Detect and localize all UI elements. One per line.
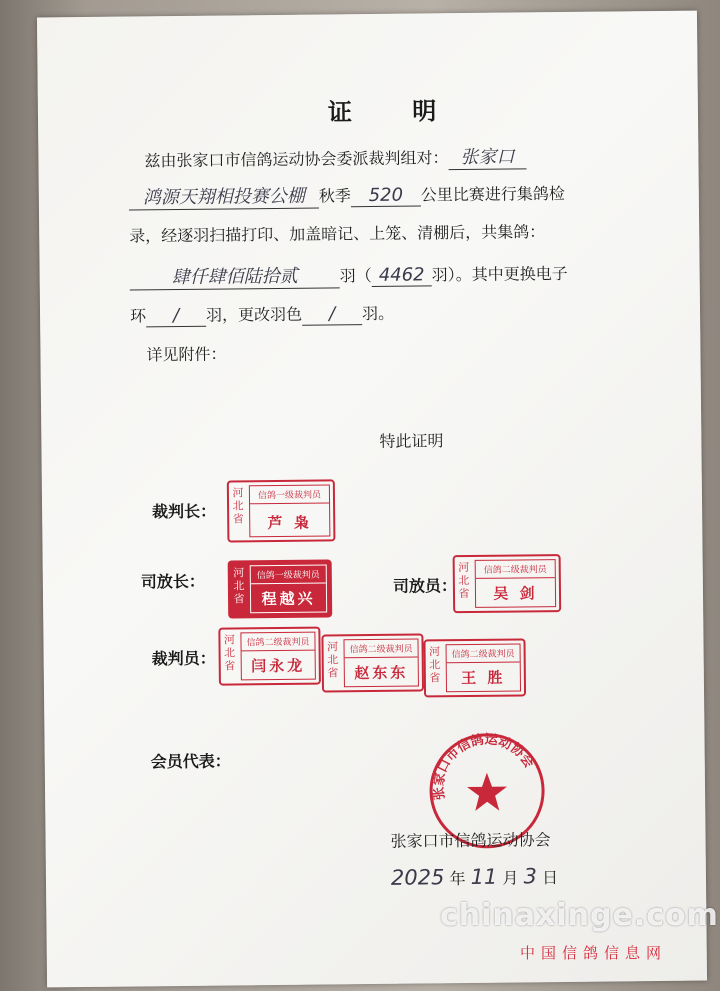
attachment-note: 详见附件： — [146, 344, 227, 365]
referee2-stamp: 河北省 信鸽二级裁判员 赵东东 — [321, 633, 424, 692]
referee1-stamp: 河北省 信鸽二级裁判员 闫永龙 — [218, 627, 321, 686]
releaser-stamp: 河北省 信鸽二级裁判员 吴 剑 — [453, 554, 562, 613]
issuer-name: 张家口市信鸽运动协会 — [390, 830, 551, 851]
watermark-site: chinaxinge.com — [440, 898, 719, 933]
releaser-label: 司放员： — [392, 576, 458, 596]
date-month: 11 — [470, 864, 498, 889]
date-year: 2025 — [390, 865, 445, 890]
club-handwriting: 鸿源天翔相投赛公棚 — [129, 182, 319, 211]
certificate-paper — [37, 11, 707, 988]
watermark-site-cn: 中国信鸽信息网 — [520, 944, 668, 962]
paragraph-line-3: 录，经逐羽扫描打印、加盖暗记、上笼、清棚后，共集鸽： — [129, 222, 546, 246]
distance-handwriting: 520 — [351, 184, 421, 207]
count-words-handwriting: 肆仟肆佰陆拾贰 — [130, 261, 340, 290]
chief-releaser-label: 司放长： — [140, 571, 205, 592]
referees-label: 裁判员： — [151, 648, 216, 669]
paragraph-line-1: 兹由张家口市信鸽运动协会委派裁判组对： 张家口 — [144, 142, 526, 173]
paragraph-line-4: 肆仟肆佰陆拾贰 羽（ 4462 羽）。其中更换电子 — [130, 259, 568, 291]
paragraph-line-2: 鸿源天翔相投赛公棚 秋季 520 公里比赛进行集鸽检 — [129, 179, 565, 211]
document-title: 证 明 — [327, 96, 463, 127]
ring-changed-value: / — [146, 305, 206, 328]
chief-releaser-stamp: 河北省 信鸽一级裁判员 程越兴 — [228, 559, 333, 618]
count-number-handwriting: 4462 — [372, 264, 432, 287]
date-day: 3 — [523, 864, 538, 889]
certify-text: 特此证明 — [379, 431, 444, 451]
paragraph-line-5: 环 / 羽，更改羽色 / 羽。 — [129, 303, 395, 327]
issue-date: 2025 年 11 月 3 日 — [390, 864, 559, 890]
seal-text: 张家口市信鸽运动协会 — [431, 732, 537, 801]
chief-referee-label: 裁判长： — [152, 501, 217, 522]
member-rep-label: 会员代表： — [150, 751, 231, 772]
chief-referee-stamp: 河北省 信鸽一级裁判员 芦 枭 — [227, 479, 336, 542]
team-handwriting: 张家口 — [448, 142, 526, 170]
referee3-stamp: 河北省 信鸽二级裁判员 王 胜 — [423, 638, 526, 697]
color-changed-value: / — [302, 303, 362, 326]
